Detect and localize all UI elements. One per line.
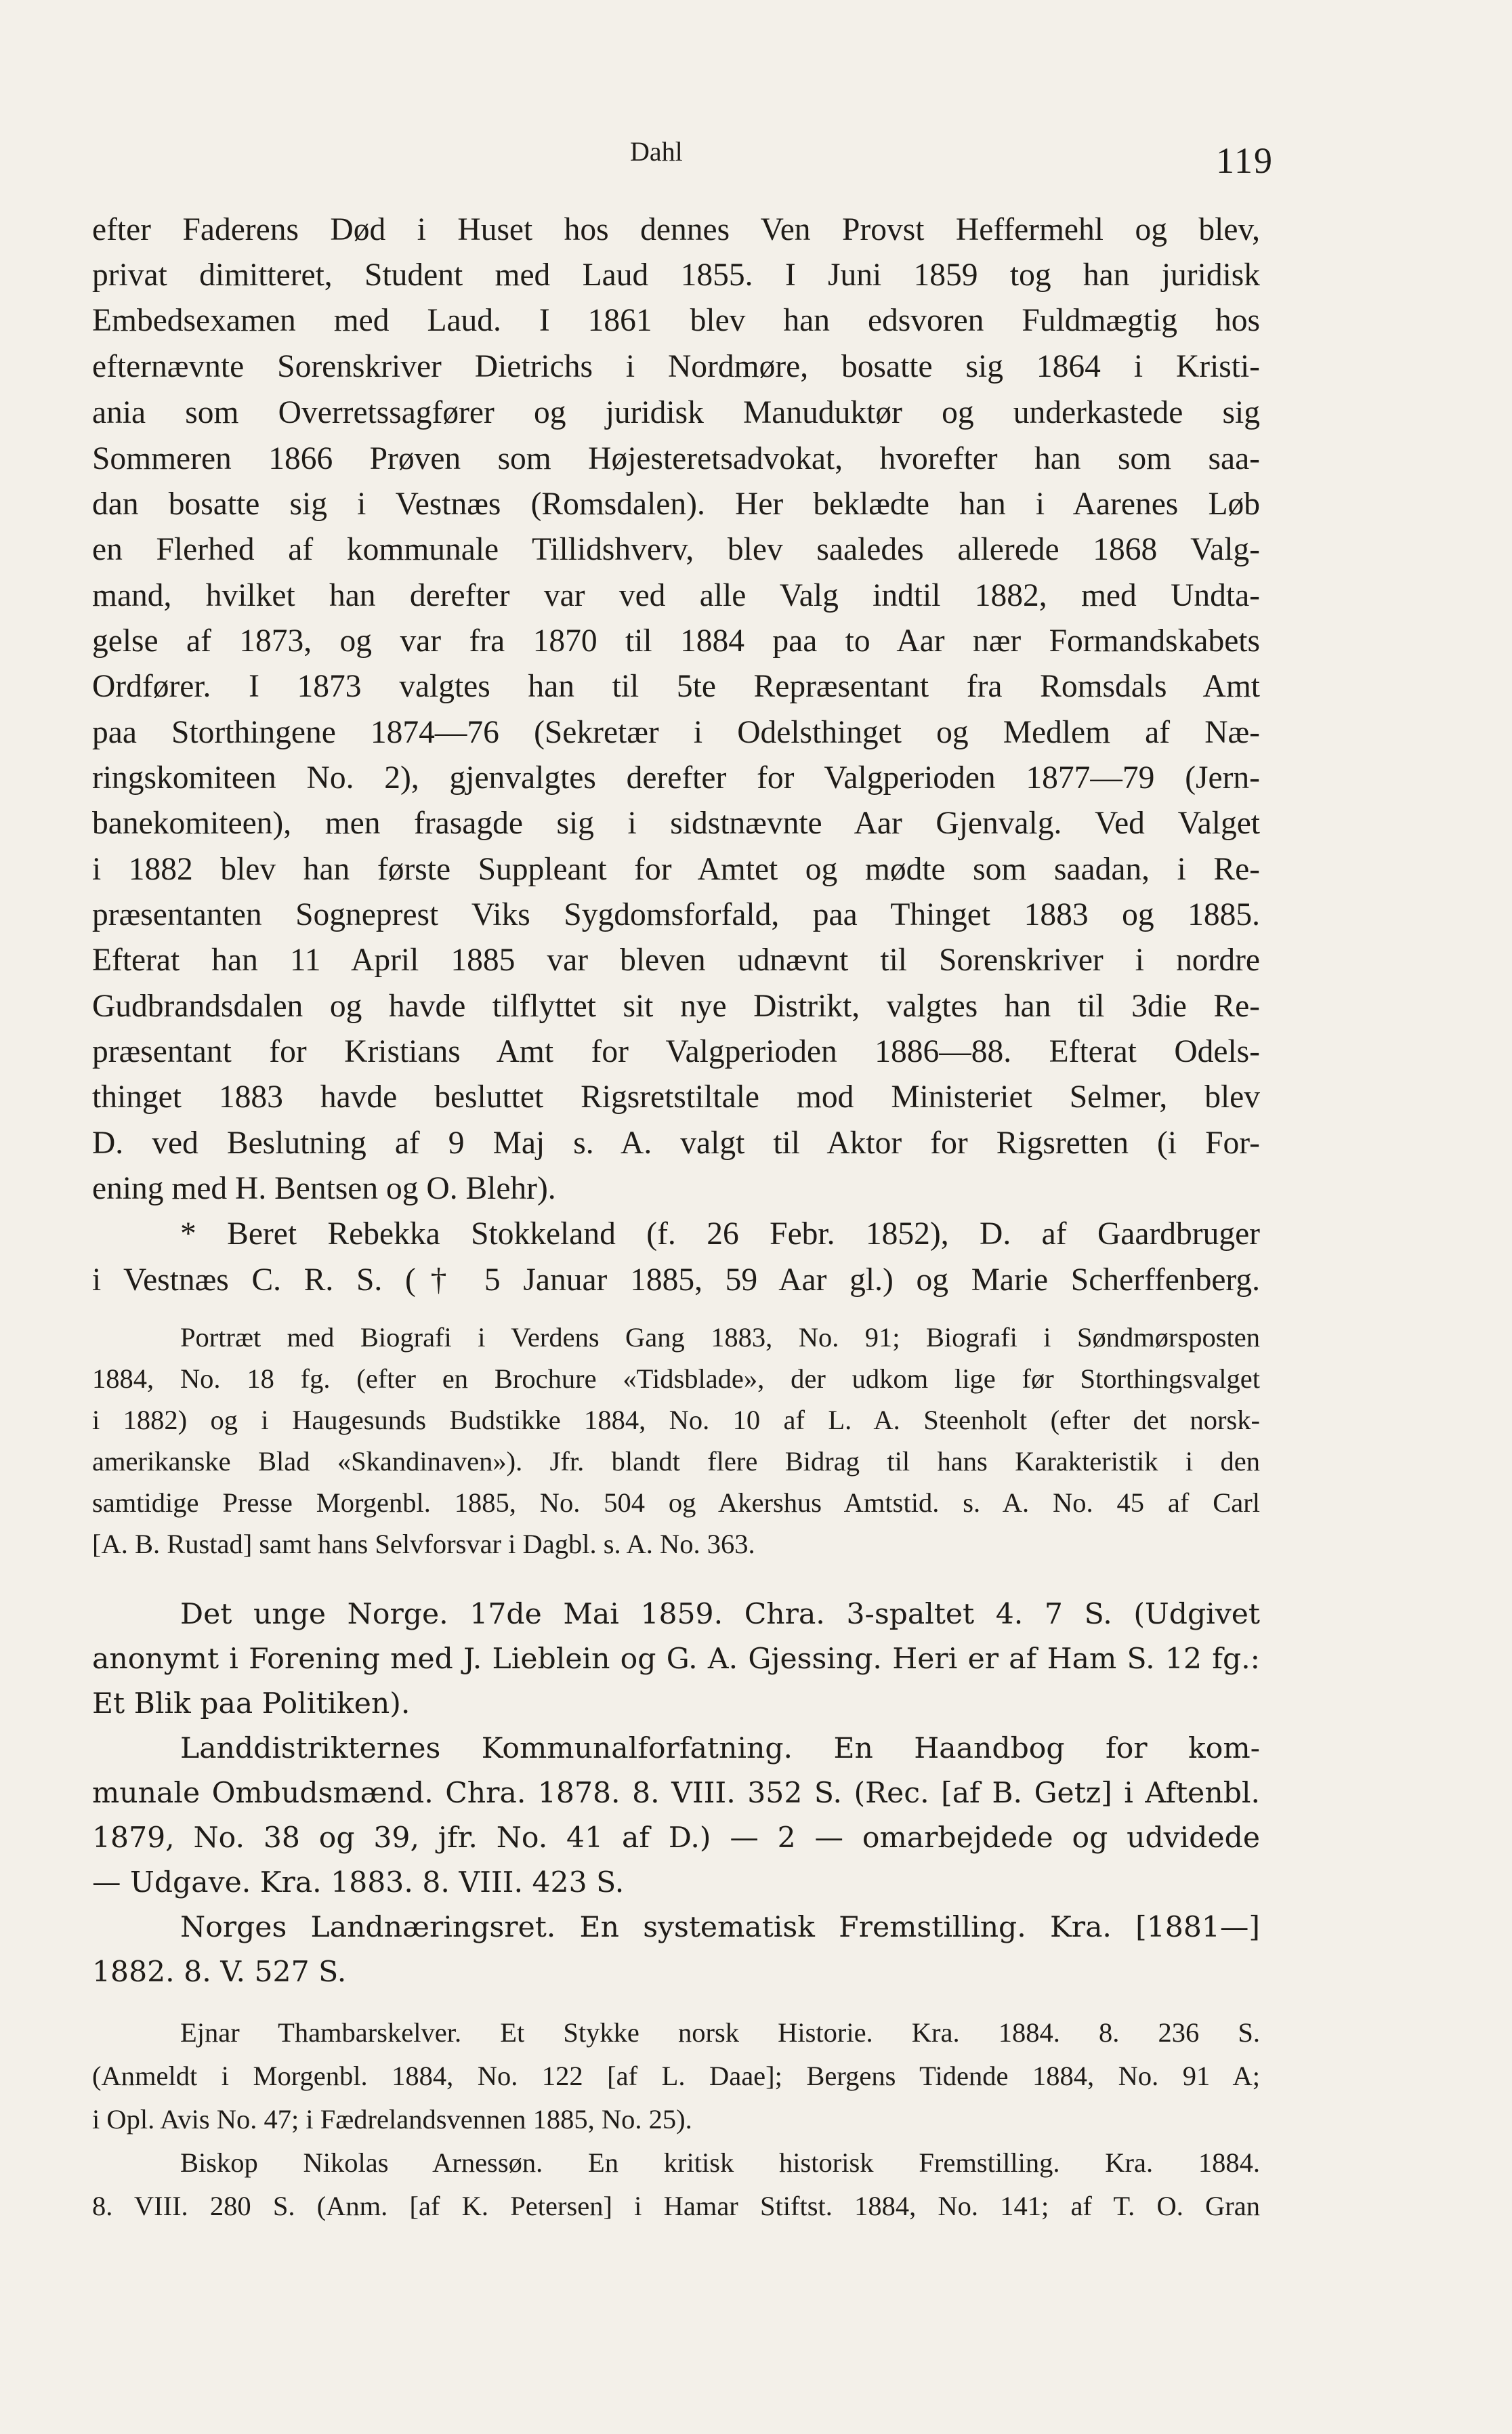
note-line: i 1882) og i Haugesunds Budstikke 1884, No. 10 af L. A. Steenholt (efter det norsk- [92,1405,1260,1435]
bibliography-line: i Opl. Avis No. 47; i Fædrelandsvennen 1885, No. 25). [92,2104,692,2134]
bibliography-line: anonymt i Forening med J. Lieblein og G. A. Gjessing. Heri er af Ham S. 12 fg.: [92,1643,1260,1676]
note-line: amerikanske Blad «Skandinaven»). Jfr. blandt flere Bidrag til hans Karakteristik i den [92,1446,1260,1477]
note-line: Portræt med Biografi i Verdens Gang 1883, No. 91; Biografi i Søndmørsposten [180,1322,1260,1353]
body-line: Sommeren 1866 Prøven som Højesteretsadvokat, hvorefter han som saa- [92,441,1260,476]
body-line: Gudbrandsdalen og havde tilflyttet sit nye Distrikt, valgtes han til 3die Re- [92,989,1260,1024]
body-line: ania som Overretssagfører og juridisk Manuduktør og underkastede sig [92,395,1260,430]
bibliography-line: (Anmeldt i Morgenbl. 1884, No. 122 [af L. Daae]; Bergens Tidende 1884, No. 91 A; [92,2061,1260,2091]
bibliography-line: 1879, No. 38 og 39, jfr. No. 41 af D.) — 2 — omarbejdede og udvidede [92,1821,1260,1855]
note-line: 1884, No. 18 fg. (efter en Brochure «Tidsblade», der udkom lige før Storthingsvalget [92,1363,1260,1394]
note-line: [A. B. Rustad] samt hans Selvforsvar i Dagbl. s. A. No. 363. [92,1529,755,1559]
body-line: efter Faderens Død i Huset hos dennes Ven Provst Heffermehl og blev, [92,212,1260,247]
body-line: i 1882 blev han første Suppleant for Amtet og mødte som saadan, i Re- [92,852,1260,887]
bibliography-line: 8. VIII. 280 S. (Anm. [af K. Petersen] i Hamar Stiftst. 1884, No. 141; af T. O. Gran [92,2191,1260,2221]
spouse-line: i Vestnæs C. R. S. († 5 Januar 1885, 59 Aar gl.) og Marie Scherffenberg. [92,1262,1260,1298]
bibliography-line: Det unge Norge. 17de Mai 1859. Chra. 3-spaltet 4. 7 S. (Udgivet [180,1598,1260,1631]
page-number: 119 [1216,140,1274,181]
bibliography-line: Norges Landnæringsret. En systematisk Fremstilling. Kra. [1881—] [180,1911,1260,1944]
note-line: samtidige Presse Morgenbl. 1885, No. 504 og Akershus Amtstid. s. A. No. 45 af Carl [92,1487,1260,1518]
body-line: præsentanten Sogneprest Viks Sygdomsforfald, paa Thinget 1883 og 1885. [92,897,1260,932]
body-line: efternævnte Sorenskriver Dietrichs i Nordmøre, bosatte sig 1864 i Kristi- [92,349,1260,384]
body-line: banekomiteen), men frasagde sig i sidstnævnte Aar Gjenvalg. Ved Valget [92,806,1260,841]
body-line: præsentant for Kristians Amt for Valgperioden 1886—88. Efterat Odels- [92,1034,1260,1069]
bibliography-line: — Udgave. Kra. 1883. 8. VIII. 423 S. [92,1866,625,1899]
bibliography-line: 1882. 8. V. 527 S. [92,1956,347,1989]
bibliography-line: Biskop Nikolas Arnessøn. En kritisk historisk Fremstilling. Kra. 1884. [180,2147,1260,2178]
body-line: mand, hvilket han derefter var ved alle Valg indtil 1882, med Undta- [92,578,1260,613]
bibliography-line: Et Blik paa Politiken). [92,1687,411,1720]
running-header: Dahl [630,136,683,167]
body-line: Ordfører. I 1873 valgtes han til 5te Repræsentant fra Romsdals Amt [92,669,1260,704]
body-line: dan bosatte sig i Vestnæs (Romsdalen). Her beklædte han i Aarenes Løb [92,487,1260,522]
body-line: Embedsexamen med Laud. I 1861 blev han edsvoren Fuldmægtig hos [92,303,1260,338]
body-line: ringskomiteen No. 2), gjenvalgtes derefter for Valgperioden 1877—79 (Jern- [92,760,1260,796]
bibliography-line: Landdistrikternes Kommunalforfatning. En Haandbog for kom- [180,1732,1260,1765]
body-line: gelse af 1873, og var fra 1870 til 1884 paa to Aar nær Formandskabets [92,623,1260,659]
bibliography-line: Ejnar Thambarskelver. Et Stykke norsk Historie. Kra. 1884. 8. 236 S. [180,2017,1260,2048]
body-line: paa Storthingene 1874—76 (Sekretær i Odelsthinget og Medlem af Næ- [92,715,1260,750]
spouse-line: * Beret Rebekka Stokkeland (f. 26 Febr. 1852), D. af Gaardbruger [180,1216,1260,1252]
body-line: privat dimitteret, Student med Laud 1855. I Juni 1859 tog han juridisk [92,257,1260,293]
body-line: D. ved Beslutning af 9 Maj s. A. valgt til Aktor for Rigsretten (i For- [92,1126,1260,1161]
body-line: en Flerhed af kommunale Tillidshverv, blev saaledes allerede 1868 Valg- [92,532,1260,567]
body-line: ening med H. Bentsen og O. Blehr). [92,1171,556,1206]
bibliography-line: munale Ombudsmænd. Chra. 1878. 8. VIII. 352 S. (Rec. [af B. Getz] i Aftenbl. [92,1777,1260,1810]
body-line: thinget 1883 havde besluttet Rigsretstiltale mod Ministeriet Selmer, blev [92,1079,1260,1115]
body-line: Efterat han 11 April 1885 var bleven udnævnt til Sorenskriver i nordre [92,943,1260,978]
